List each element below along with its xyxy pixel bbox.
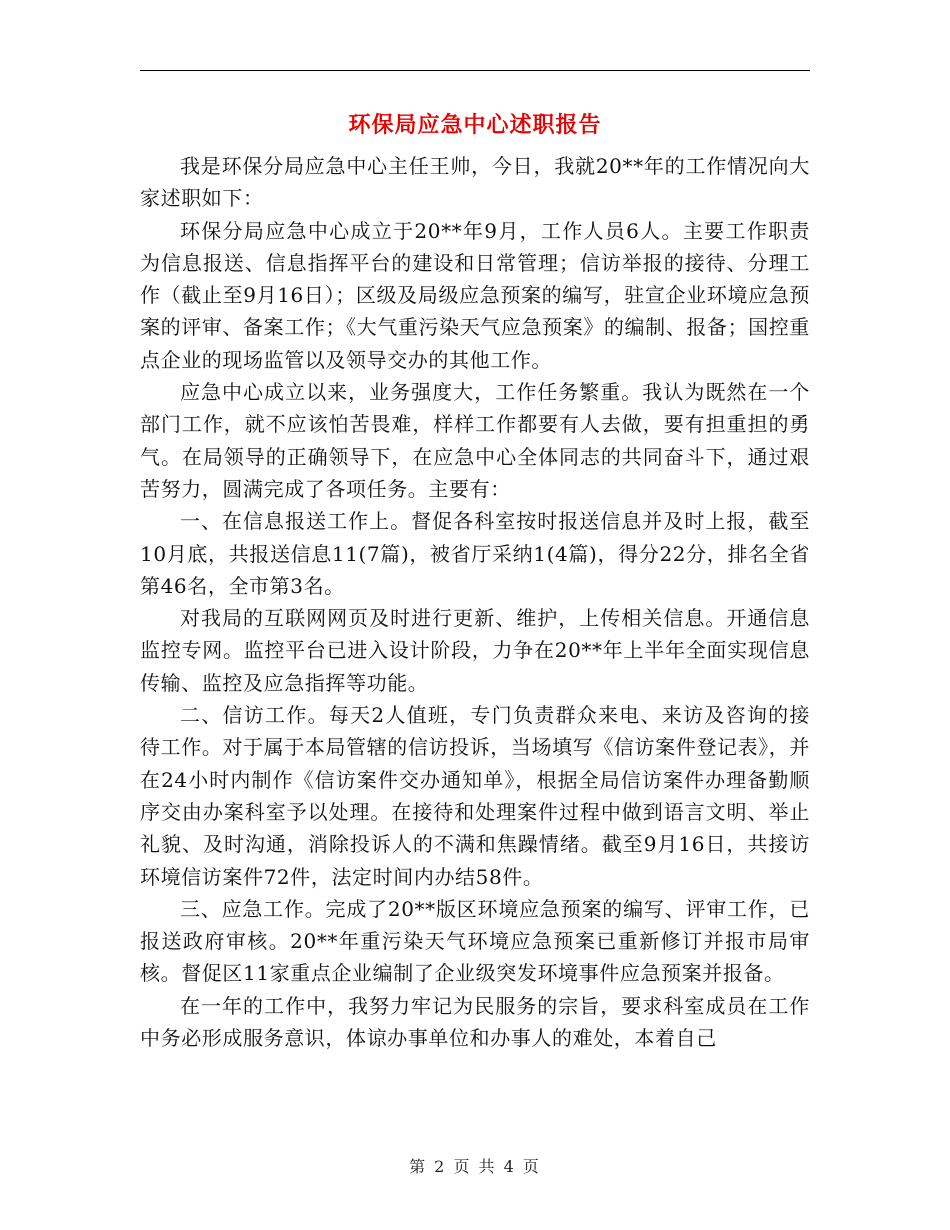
paragraph-info-reporting: 一、在信息报送工作上。督促各科室按时报送信息并及时上报，截至10月底，共报送信息11(7篇)，被省厅采纳1(4篇)，得分22分，排名全省第46名，全市第3名。 <box>140 509 810 598</box>
paragraph-service: 在一年的工作中，我努力牢记为民服务的宗旨，要求科室成员在工作中务必形成服务意识，体谅办事单位和办事人的难处，本着自己 <box>140 993 810 1051</box>
header-rule <box>140 70 810 71</box>
paragraph-intro: 我是环保分局应急中心主任王帅，今日，我就20**年的工作情况向大家述职如下： <box>140 154 810 211</box>
paragraph-petitions: 二、信访工作。每天2人值班，专门负责群众来电、来访及咨询的接待工作。对于属于本局管辖的信访投诉，当场填写《信访案件登记表》，并在24小时内制作《信访案件交办通知单》，根据全局信访案件办理备勤顺序交由办案科室予以处理。在接待和处理案件过程中做到语言文明、举止礼貌、及时沟通，消除投诉人的不满和焦躁情绪。截至9月16日，共接访环境信访案件72件，法定时间内办结58件。 <box>140 703 810 889</box>
document-title: 环保局应急中心述职报告 <box>348 113 602 138</box>
paragraph-summary: 应急中心成立以来，业务强度大，工作任务繁重。我认为既然在一个部门工作，就不应该怕苦畏难，样样工作都要有人去做，要有担重担的勇气。在局领导的正确领导下，在应急中心全体同志的共同奋斗下，通过艰苦努力，圆满完成了各项任务。主要有： <box>140 380 810 501</box>
paragraph-overview: 环保分局应急中心成立于20**年9月，工作人员6人。主要工作职责为信息报送、信息指挥平台的建设和日常管理；信访举报的接待、分理工作（截止至9月16日）；区级及局级应急预案的编写，驻宣企业环境应急预案的评审、备案工作；《大气重污染天气应急预案》的编制、报备；国控重点企业的现场监管以及领导交办的其他工作。 <box>140 218 810 372</box>
paragraph-website: 对我局的互联网网页及时进行更新、维护，上传相关信息。开通信息监控专网。监控平台已进入设计阶段，力争在20**年上半年全面实现信息传输、监控及应急指挥等功能。 <box>140 606 810 695</box>
paragraph-emergency: 三、应急工作。完成了20**版区环境应急预案的编写、评审工作，已报送政府审核。20**年重污染天气环境应急预案已重新修订并报市局审核。督促区11家重点企业编制了企业级突发环境事件应急预案并报备。 <box>140 896 810 986</box>
page-footer: 第 2 页 共 4 页 <box>409 1157 541 1176</box>
document-body <box>140 150 810 1054</box>
